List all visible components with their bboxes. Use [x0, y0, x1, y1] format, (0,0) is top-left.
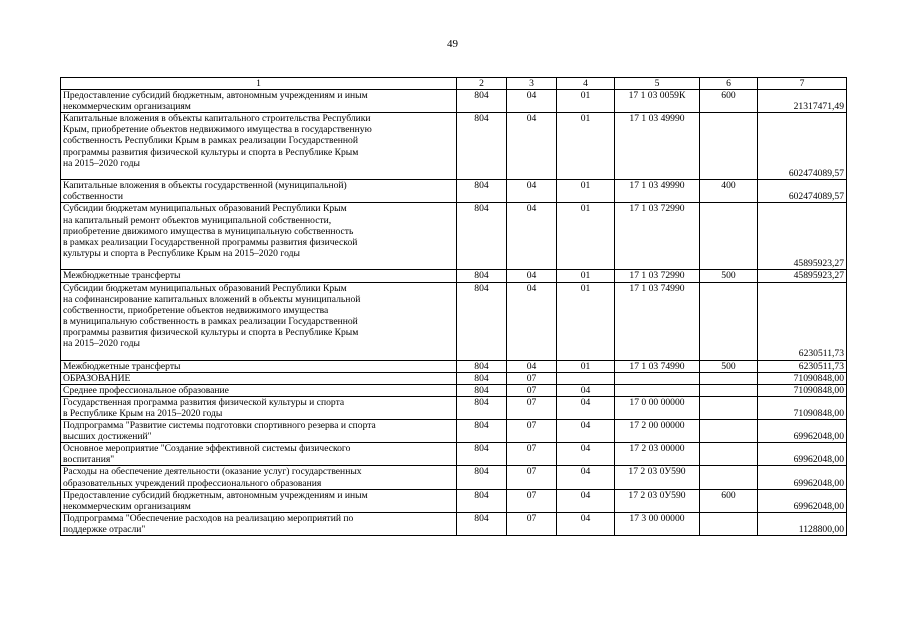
- subsection-code-cell: 01: [557, 113, 615, 180]
- amount-cell: 6230511,73: [758, 282, 847, 360]
- amount-cell: 21317471,49: [758, 90, 847, 113]
- section-code-cell: 04: [507, 270, 557, 282]
- table-row: [61, 489, 847, 512]
- row-name-line: Капитальные вложения в объекты государственной (муниципальной): [63, 180, 347, 192]
- target-article-cell: 17 2 00 00000: [615, 420, 700, 443]
- row-name-line: Подпрограмма "Обеспечение расходов на реализацию мероприятий по: [63, 512, 354, 524]
- table-row: [61, 384, 847, 396]
- row-name-cell: [61, 372, 457, 384]
- row-name-line: Субсидии бюджетам муниципальных образований Республики Крым: [63, 282, 347, 294]
- ministry-code-cell: 804: [457, 489, 507, 512]
- page-number: 49: [447, 38, 458, 50]
- row-name-cell: [61, 90, 457, 113]
- row-name-cell: [61, 360, 457, 372]
- row-name-cell: [61, 512, 457, 535]
- ministry-code-cell: 804: [457, 466, 507, 489]
- subsection-code-cell: 04: [557, 489, 615, 512]
- subsection-code-cell: 04: [557, 466, 615, 489]
- header-col-1: 1: [61, 78, 457, 90]
- target-article-cell: 17 0 00 00000: [615, 396, 700, 419]
- section-code-cell: 07: [507, 443, 557, 466]
- section-code-cell: 07: [507, 420, 557, 443]
- row-name-line: Основное мероприятие "Создание эффективной системы физического: [63, 443, 351, 455]
- amount-cell: 602474089,57: [758, 113, 847, 180]
- row-name-line: Среднее профессиональное образование: [63, 384, 229, 396]
- row-name-cell: [61, 384, 457, 396]
- row-name-cell: [61, 203, 457, 270]
- expense-type-cell: [700, 372, 758, 384]
- row-name-line: образовательных учреждений профессионального образования: [63, 477, 322, 489]
- target-article-cell: 17 1 03 49990: [615, 113, 700, 180]
- ministry-code-cell: 804: [457, 512, 507, 535]
- table-row: [61, 360, 847, 372]
- row-name-line: на 2015–2020 годы: [63, 157, 140, 169]
- header-col-2: 2: [457, 78, 507, 90]
- row-name-line: Расходы на обеспечение деятельности (оказание услуг) государственных: [63, 466, 362, 478]
- row-name-line: Межбюджетные трансферты: [63, 360, 181, 372]
- budget-table: [60, 77, 847, 536]
- row-name-line: программы развития физической культуры и спорта в Республике Крым: [63, 146, 359, 158]
- subsection-code-cell: 01: [557, 180, 615, 203]
- row-name-line: Крым, приобретение объектов недвижимого имущества в государственную: [63, 124, 372, 136]
- subsection-code-cell: 01: [557, 90, 615, 113]
- table-row: [61, 113, 847, 180]
- subsection-code-cell: 01: [557, 203, 615, 270]
- row-name-line: воспитания": [63, 454, 115, 466]
- ministry-code-cell: 804: [457, 384, 507, 396]
- row-name-line: Предоставление субсидий бюджетным, автономным учреждениям и иным: [63, 90, 368, 102]
- target-article-cell: 17 1 03 49990: [615, 180, 700, 203]
- table-row: [61, 282, 847, 360]
- row-name-cell: [61, 113, 457, 180]
- table-row: [61, 466, 847, 489]
- table-row: [61, 203, 847, 270]
- ministry-code-cell: 804: [457, 270, 507, 282]
- amount-cell: 45895923,27: [758, 203, 847, 270]
- header-col-6: 6: [700, 78, 758, 90]
- expense-type-cell: [700, 282, 758, 360]
- row-name-line: собственность Республики Крым в рамках реализации Государственной: [63, 135, 358, 147]
- row-name-line: Капитальные вложения в объекты капитального строительства Республики: [63, 113, 371, 125]
- expense-type-cell: [700, 420, 758, 443]
- row-name-line: поддержке отрасли": [63, 523, 146, 535]
- row-name-cell: [61, 270, 457, 282]
- header-col-3: 3: [507, 78, 557, 90]
- row-name-line: Субсидии бюджетам муниципальных образований Республики Крым: [63, 203, 347, 215]
- row-name-cell: [61, 489, 457, 512]
- target-article-cell: 17 1 03 0059К: [615, 90, 700, 113]
- amount-cell: 71090848,00: [758, 372, 847, 384]
- header-col-5: 5: [615, 78, 700, 90]
- table-row: [61, 396, 847, 419]
- target-article-cell: 17 2 03 0У590: [615, 466, 700, 489]
- expense-type-cell: 400: [700, 180, 758, 203]
- table-row: [61, 512, 847, 535]
- expense-type-cell: [700, 384, 758, 396]
- section-code-cell: 07: [507, 372, 557, 384]
- ministry-code-cell: 804: [457, 372, 507, 384]
- row-name-line: Межбюджетные трансферты: [63, 270, 181, 282]
- expense-type-cell: [700, 443, 758, 466]
- subsection-code-cell: 04: [557, 384, 615, 396]
- ministry-code-cell: 804: [457, 90, 507, 113]
- section-code-cell: 07: [507, 384, 557, 396]
- expense-type-cell: 600: [700, 489, 758, 512]
- row-name-line: Предоставление субсидий бюджетным, автономным учреждениям и иным: [63, 489, 368, 501]
- table-row: [61, 90, 847, 113]
- target-article-cell: [615, 384, 700, 396]
- row-name-cell: [61, 282, 457, 360]
- amount-cell: 69962048,00: [758, 466, 847, 489]
- row-name-line: программы развития физической культуры и спорта в Республике Крым: [63, 326, 359, 338]
- table-row: [61, 372, 847, 384]
- subsection-code-cell: 04: [557, 396, 615, 419]
- row-name-line: культуры и спорта в Республике Крым на 2015–2020 годы: [63, 247, 300, 259]
- section-code-cell: 07: [507, 396, 557, 419]
- subsection-code-cell: 01: [557, 270, 615, 282]
- section-code-cell: 07: [507, 489, 557, 512]
- row-name-line: ОБРАЗОВАНИЕ: [63, 372, 131, 384]
- row-name-line: в Республике Крым на 2015–2020 годы: [63, 407, 223, 419]
- amount-cell: 45895923,27: [758, 270, 847, 282]
- row-name-line: некоммерческим организациям: [63, 500, 191, 512]
- expense-type-cell: 600: [700, 90, 758, 113]
- ministry-code-cell: 804: [457, 360, 507, 372]
- target-article-cell: 17 3 00 00000: [615, 512, 700, 535]
- row-name-cell: [61, 180, 457, 203]
- row-name-cell: [61, 466, 457, 489]
- subsection-code-cell: 01: [557, 360, 615, 372]
- section-code-cell: 04: [507, 360, 557, 372]
- target-article-cell: [615, 372, 700, 384]
- row-name-line: некоммерческим организациям: [63, 101, 191, 113]
- amount-cell: 69962048,00: [758, 443, 847, 466]
- table-row: [61, 420, 847, 443]
- header-col-7: 7: [758, 78, 847, 90]
- subsection-code-cell: [557, 372, 615, 384]
- target-article-cell: 17 1 03 74990: [615, 282, 700, 360]
- expense-type-cell: 500: [700, 360, 758, 372]
- row-name-line: Подпрограмма "Развитие системы подготовки спортивного резерва и спорта: [63, 420, 376, 432]
- amount-cell: 71090848,00: [758, 384, 847, 396]
- ministry-code-cell: 804: [457, 443, 507, 466]
- section-code-cell: 07: [507, 466, 557, 489]
- row-name-line: собственности, приобретение объектов недвижимого имущества: [63, 304, 329, 316]
- section-code-cell: 04: [507, 203, 557, 270]
- amount-cell: 6230511,73: [758, 360, 847, 372]
- ministry-code-cell: 804: [457, 396, 507, 419]
- row-name-line: приобретение движимого имущества в муниципальную собственность: [63, 225, 354, 237]
- section-code-cell: 04: [507, 180, 557, 203]
- ministry-code-cell: 804: [457, 113, 507, 180]
- row-name-line: в рамках реализации Государственной программы развития физической: [63, 236, 358, 248]
- row-name-line: в муниципальную собственность в рамках реализации Государственной: [63, 315, 358, 327]
- header-col-4: 4: [557, 78, 615, 90]
- row-name-line: на софинансирование капитальных вложений в объекты муниципальной: [63, 293, 361, 305]
- subsection-code-cell: 01: [557, 282, 615, 360]
- expense-type-cell: [700, 466, 758, 489]
- row-name-cell: [61, 396, 457, 419]
- ministry-code-cell: 804: [457, 203, 507, 270]
- row-name-cell: [61, 443, 457, 466]
- table-row: [61, 180, 847, 203]
- section-code-cell: 07: [507, 512, 557, 535]
- row-name-line: Государственная программа развития физической культуры и спорта: [63, 396, 345, 408]
- table-row: [61, 270, 847, 282]
- row-name-line: на капитальный ремонт объектов муниципальной собственности,: [63, 214, 332, 226]
- ministry-code-cell: 804: [457, 420, 507, 443]
- expense-type-cell: [700, 113, 758, 180]
- section-code-cell: 04: [507, 90, 557, 113]
- expense-type-cell: [700, 396, 758, 419]
- target-article-cell: 17 1 03 74990: [615, 360, 700, 372]
- table-row: [61, 443, 847, 466]
- amount-cell: 602474089,57: [758, 180, 847, 203]
- amount-cell: 69962048,00: [758, 489, 847, 512]
- subsection-code-cell: 04: [557, 443, 615, 466]
- subsection-code-cell: 04: [557, 420, 615, 443]
- target-article-cell: 17 2 03 00000: [615, 443, 700, 466]
- expense-type-cell: 500: [700, 270, 758, 282]
- target-article-cell: 17 2 03 0У590: [615, 489, 700, 512]
- subsection-code-cell: 04: [557, 512, 615, 535]
- row-name-line: на 2015–2020 годы: [63, 338, 140, 350]
- target-article-cell: 17 1 03 72990: [615, 203, 700, 270]
- amount-cell: 1128800,00: [758, 512, 847, 535]
- expense-type-cell: [700, 203, 758, 270]
- section-code-cell: 04: [507, 282, 557, 360]
- section-code-cell: 04: [507, 113, 557, 180]
- header-row: [61, 78, 847, 90]
- ministry-code-cell: 804: [457, 180, 507, 203]
- row-name-cell: [61, 420, 457, 443]
- amount-cell: 71090848,00: [758, 396, 847, 419]
- amount-cell: 69962048,00: [758, 420, 847, 443]
- row-name-line: высших достижений": [63, 431, 152, 443]
- target-article-cell: 17 1 03 72990: [615, 270, 700, 282]
- row-name-line: собственности: [63, 191, 124, 203]
- expense-type-cell: [700, 512, 758, 535]
- ministry-code-cell: 804: [457, 282, 507, 360]
